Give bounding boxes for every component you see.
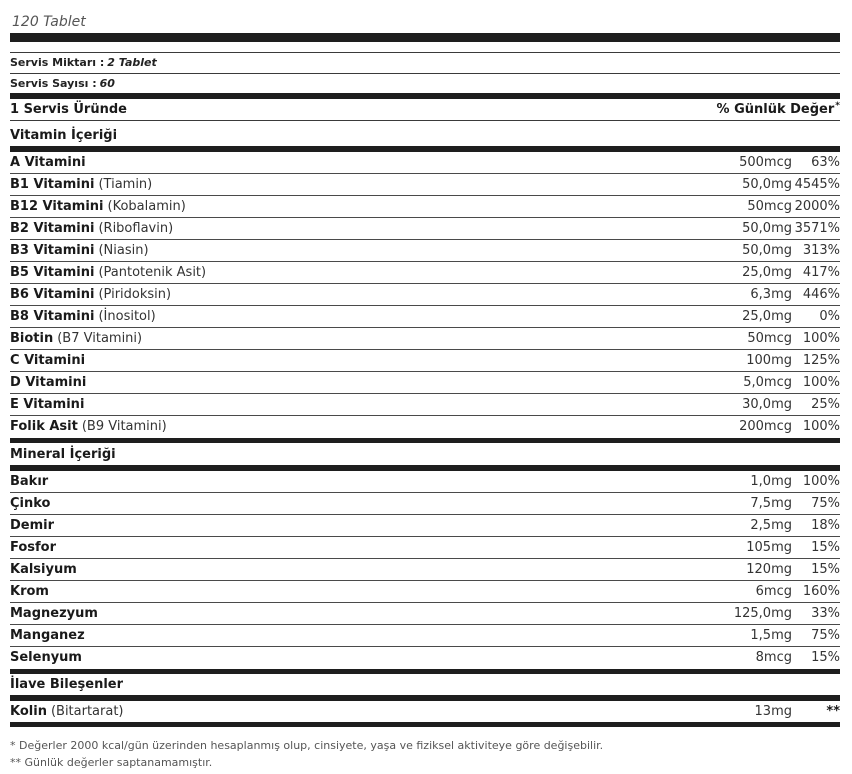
nutrient-row: [10, 416, 840, 438]
nutrient-name: Magnezyum: [10, 606, 98, 621]
nutrient-amount: 50mcg: [747, 331, 792, 346]
nutrient-amount: 200mcg: [739, 419, 792, 434]
nutrient-row: [10, 240, 840, 262]
nutrient-daily-value: 15%: [811, 562, 840, 577]
nutrient-daily-value: 25%: [811, 397, 840, 412]
nutrient-name: Manganez: [10, 628, 85, 643]
nutrient-daily-value: 100%: [802, 331, 840, 346]
per-serving-header: 1 Servis Üründe: [10, 102, 127, 117]
nutrient-row: [10, 394, 840, 416]
nutrient-note: (Tiamin): [98, 177, 153, 192]
nutrient-daily-value: 100%: [802, 375, 840, 390]
nutrient-daily-value: 446%: [802, 287, 840, 302]
nutrient-name: Fosfor: [10, 540, 57, 555]
nutrient-daily-value: 100%: [802, 419, 840, 434]
nutrient-amount: 25,0mg: [742, 265, 792, 280]
nutrient-note: (Pantotenik Asit): [98, 265, 207, 280]
nutrient-row: [10, 350, 840, 372]
supplement-facts-panel: [10, 0, 840, 771]
nutrient-note: (B9 Vitamini): [81, 419, 167, 434]
nutrient-daily-value: 3571%: [794, 221, 840, 236]
nutrient-row: [10, 306, 840, 328]
nutrient-daily-value: 18%: [811, 518, 840, 533]
nutrient-amount: 7,5mg: [750, 496, 792, 511]
nutrient-amount: 1,0mg: [750, 474, 792, 489]
nutrient-row: [10, 328, 840, 350]
nutrient-row: [10, 471, 840, 493]
nutrient-name: B1 Vitamini: [10, 177, 95, 192]
nutrient-amount: 50mcg: [747, 199, 792, 214]
servings-count-label: Servis Sayısı :: [10, 77, 97, 90]
thick-divider: [10, 33, 840, 42]
nutrient-daily-value: 160%: [802, 584, 840, 599]
nutrient-row: [10, 625, 840, 647]
nutrient-amount: 50,0mg: [742, 221, 792, 236]
footnote: * Değerler 2000 kcal/gün üzerinden hesaplanmış olup, cinsiyete, yaşa ve fiziksel aktiviteye göre değişebilir.: [10, 739, 604, 752]
additional-section-title: İlave Bileşenler: [10, 677, 124, 692]
nutrient-row: [10, 537, 840, 559]
nutrient-daily-value: 313%: [802, 243, 840, 258]
nutrient-daily-value: 2000%: [794, 199, 840, 214]
nutrient-row: [10, 701, 840, 722]
nutrient-amount: 1,5mg: [750, 628, 792, 643]
nutrient-amount: 500mcg: [739, 155, 792, 170]
nutrient-row: [10, 581, 840, 603]
nutrient-name: Krom: [10, 584, 49, 599]
daily-value-header: [717, 99, 840, 122]
vitamin-section-title: Vitamin İçeriği: [10, 128, 118, 143]
nutrient-note: (Bitartarat): [50, 704, 124, 719]
serving-size-row: [10, 52, 840, 74]
package-size-title: 120 Tablet: [12, 14, 86, 30]
nutrient-name: Selenyum: [10, 650, 82, 665]
nutrient-amount: 5,0mcg: [743, 375, 792, 390]
footnotes: [10, 727, 840, 771]
nutrient-note: (İnositol): [98, 309, 156, 324]
nutrient-row: [10, 174, 840, 196]
nutrient-note: (Niasin): [98, 243, 149, 258]
nutrient-name: Biotin: [10, 331, 54, 346]
nutrient-name: Kolin: [10, 704, 47, 719]
nutrient-daily-value: 15%: [811, 650, 840, 665]
nutrient-name: B5 Vitamini: [10, 265, 95, 280]
nutrient-note: (Kobalamin): [107, 199, 186, 214]
nutrient-row: [10, 218, 840, 240]
nutrient-name: Bakır: [10, 474, 49, 489]
nutrient-name: Demir: [10, 518, 55, 533]
nutrient-amount: 105mg: [746, 540, 792, 555]
nutrient-note: (Piridoksin): [98, 287, 172, 302]
nutrient-daily-value: 75%: [811, 628, 840, 643]
nutrient-name: C Vitamini: [10, 353, 86, 368]
nutrient-amount: 30,0mg: [742, 397, 792, 412]
nutrient-amount: 8mcg: [755, 650, 792, 665]
nutrient-amount: 50,0mg: [742, 177, 792, 192]
nutrient-daily-value: **: [826, 704, 840, 719]
nutrient-row: [10, 284, 840, 306]
nutrient-amount: 50,0mg: [742, 243, 792, 258]
nutrient-name: Çinko: [10, 496, 51, 511]
serving-size-value: 2 Tablet: [107, 56, 157, 69]
nutrient-daily-value: 63%: [811, 155, 840, 170]
daily-value-footnote-mark: *: [835, 101, 840, 111]
nutrient-daily-value: 0%: [819, 309, 840, 324]
nutrient-row: [10, 515, 840, 537]
nutrient-amount: 25,0mg: [742, 309, 792, 324]
nutrient-amount: 100mg: [746, 353, 792, 368]
nutrient-note: (B7 Vitamini): [57, 331, 143, 346]
nutrient-name: B6 Vitamini: [10, 287, 95, 302]
nutrient-daily-value: 125%: [802, 353, 840, 368]
column-header-row: [10, 99, 840, 121]
daily-value-header-label: % Günlük Değer: [716, 102, 835, 117]
serving-size-label: Servis Miktarı :: [10, 56, 105, 69]
nutrient-row: [10, 196, 840, 218]
nutrient-row: [10, 372, 840, 394]
nutrient-amount: 120mg: [746, 562, 792, 577]
mineral-section-title: Mineral İçeriği: [10, 447, 116, 462]
nutrient-name: Folik Asit: [10, 419, 78, 434]
servings-count-value: 60: [99, 77, 115, 90]
nutrient-name: Kalsiyum: [10, 562, 77, 577]
nutrient-row: [10, 493, 840, 515]
nutrient-row: [10, 603, 840, 625]
nutrient-name: B3 Vitamini: [10, 243, 95, 258]
nutrient-amount: 6,3mg: [750, 287, 792, 302]
nutrient-name: B12 Vitamini: [10, 199, 104, 214]
nutrient-daily-value: 33%: [811, 606, 840, 621]
nutrient-note: (Riboflavin): [98, 221, 174, 236]
nutrient-row: [10, 152, 840, 174]
nutrient-daily-value: 4545%: [794, 177, 840, 192]
nutrient-daily-value: 15%: [811, 540, 840, 555]
nutrient-name: D Vitamini: [10, 375, 87, 390]
nutrient-daily-value: 100%: [802, 474, 840, 489]
footnote: ** Günlük değerler saptanamamıştır.: [10, 756, 213, 769]
nutrient-row: [10, 262, 840, 284]
nutrient-name: E Vitamini: [10, 397, 85, 412]
nutrient-amount: 6mcg: [755, 584, 792, 599]
mineral-list: [10, 471, 840, 669]
nutrient-amount: 13mg: [754, 704, 792, 719]
nutrient-name: B2 Vitamini: [10, 221, 95, 236]
vitamin-list: [10, 152, 840, 438]
nutrient-daily-value: 417%: [802, 265, 840, 280]
nutrient-name: B8 Vitamini: [10, 309, 95, 324]
nutrient-amount: 2,5mg: [750, 518, 792, 533]
nutrient-daily-value: 75%: [811, 496, 840, 511]
nutrient-amount: 125,0mg: [733, 606, 792, 621]
nutrient-row: [10, 647, 840, 669]
nutrient-row: [10, 559, 840, 581]
servings-count-row: [10, 74, 840, 93]
nutrient-name: A Vitamini: [10, 155, 86, 170]
